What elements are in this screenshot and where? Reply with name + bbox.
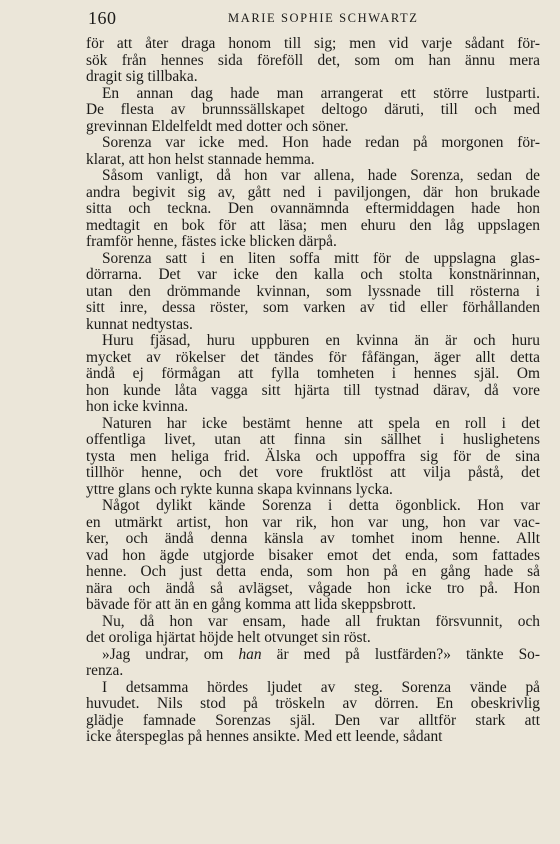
body-text bbox=[86, 36, 540, 746]
text-line: henne. Och just detta enda, som hon på en gång hade så bbox=[86, 563, 540, 580]
emphasized-word: han bbox=[238, 645, 262, 663]
page-number: 160 bbox=[88, 8, 117, 28]
text-line: ker, och ändå denna känsla av tomhet inom henne. Allt bbox=[86, 530, 540, 547]
text-line: renza. bbox=[86, 662, 124, 679]
text-segment: »Jag undrar, om bbox=[102, 645, 239, 663]
text-line: Huru fjäsad, huru uppburen en kvinna än är och huru bbox=[102, 332, 540, 349]
text-segment: är med på lustfärden?» tänkte So- bbox=[261, 645, 540, 663]
text-line: bävade för att än en gång komma att lida skeppsbrott. bbox=[86, 596, 416, 613]
text-line: Något dylikt kände Sorenza i detta ögonblick. Hon var bbox=[102, 497, 540, 514]
text-line: mycket av rökelser det tändes för fåfängan, äger allt detta bbox=[86, 348, 540, 366]
text-line: Nu, då hon var ensam, hade all fruktan försvunnit, och bbox=[102, 612, 540, 630]
text-line: ändå ej förmågan att fylla tomheten i hennes själ. Om bbox=[86, 365, 540, 382]
text-line: framför henne, fästes icke blicken därpå. bbox=[86, 233, 337, 250]
text-line: De flesta av brunnssällskapet deltogo däruti, till och med bbox=[86, 101, 540, 118]
paragraph bbox=[86, 168, 540, 251]
page-header bbox=[88, 8, 540, 30]
paragraph bbox=[86, 333, 540, 416]
text-line: klarat, att hon helst stannade hemma. bbox=[86, 150, 315, 168]
text-line: tillhör henne, och det vore fruktlöst att vilja påstå, det bbox=[86, 464, 540, 481]
text-line: Såsom vanligt, då hon var allena, hade Sorenza, sedan de bbox=[102, 167, 540, 184]
paragraph bbox=[86, 498, 540, 614]
text-line: kunnat nedtystas. bbox=[86, 315, 193, 333]
text-line: dörrarna. Det var icke den kalla och stolta konstnärinnan, bbox=[86, 266, 540, 283]
text-line: yttre glans och rykte kunna skapa kvinnans lycka. bbox=[86, 480, 393, 498]
text-line: Sorenza satt i en liten soffa mitt för de uppslagna glas- bbox=[102, 249, 540, 267]
text-line: sitta och teckna. Den ovannämnda eftermiddagen hade hon bbox=[86, 200, 540, 217]
text-line: hon icke kvinna. bbox=[86, 398, 189, 415]
text-line: andra begivit sig av, gått ned i paviljongen, där hon brukade bbox=[86, 183, 540, 201]
paragraph bbox=[86, 36, 540, 86]
paragraph bbox=[86, 647, 540, 680]
paragraph bbox=[86, 251, 540, 334]
text-line: dragit sig tillbaka. bbox=[86, 68, 198, 85]
text-line: grevinnan Eldelfeldt med dotter och söner. bbox=[86, 117, 349, 135]
text-line: medtagit en bok för att läsa; men ehuru den låg uppslagen bbox=[86, 216, 540, 234]
text-line: det oroliga hjärtat höjde helt otvunget sin röst. bbox=[86, 629, 371, 646]
text-line: tysta men heliga frid. Älska och uppoffra sig för de sina bbox=[86, 447, 540, 465]
text-line: sök från hennes sida föreföll det, som om han ännu mera bbox=[86, 51, 540, 69]
text-line: för att åter draga honom till sig; men vid varje sådant för- bbox=[86, 35, 540, 52]
running-head: MARIE SOPHIE SCHWARTZ bbox=[228, 11, 419, 25]
paragraph bbox=[86, 416, 540, 499]
paragraph bbox=[86, 135, 540, 168]
text-line: En annan dag hade man arrangerat ett större lustparti. bbox=[102, 84, 540, 102]
text-line: Naturen har icke bestämt henne att spela en roll i det bbox=[102, 414, 540, 432]
paragraph bbox=[86, 614, 540, 647]
text-line: vad hon ägde utgjorde bisaker emot det enda, som fattades bbox=[86, 546, 540, 564]
text-line: glädje famnade Sorenzas själ. Den var alltför stark att bbox=[86, 711, 540, 729]
text-line: utan den drömmande kvinnan, som lyssnade till rösterna i bbox=[86, 282, 540, 300]
text-line: nära och ändå så avlägset, vågade hon icke tro på. Hon bbox=[86, 579, 540, 597]
text-line: huvudet. Nils stod på tröskeln av dörren. En obeskrivlig bbox=[86, 695, 540, 712]
text-line: Sorenza var icke med. Hon hade redan på morgonen för- bbox=[102, 134, 540, 151]
paragraph bbox=[86, 86, 540, 136]
text-line: sitt inre, dessa röster, som varken av tid eller förhållanden bbox=[86, 299, 540, 316]
text-line bbox=[86, 647, 540, 664]
text-line: I detsamma hördes ljudet av steg. Sorenza vände på bbox=[102, 678, 540, 696]
text-line: en utmärkt artist, hon var rik, hon var ung, hon var vac- bbox=[86, 513, 540, 531]
text-line: hon kunde låta vagga sitt hjärta till tystnad därav, då vore bbox=[86, 381, 540, 399]
paragraph bbox=[86, 680, 540, 746]
text-line: offentliga livet, utan att finna sin sällhet i huslighetens bbox=[86, 431, 540, 448]
text-line: icke återspeglas på hennes ansikte. Med ett leende, sådant bbox=[86, 728, 443, 745]
